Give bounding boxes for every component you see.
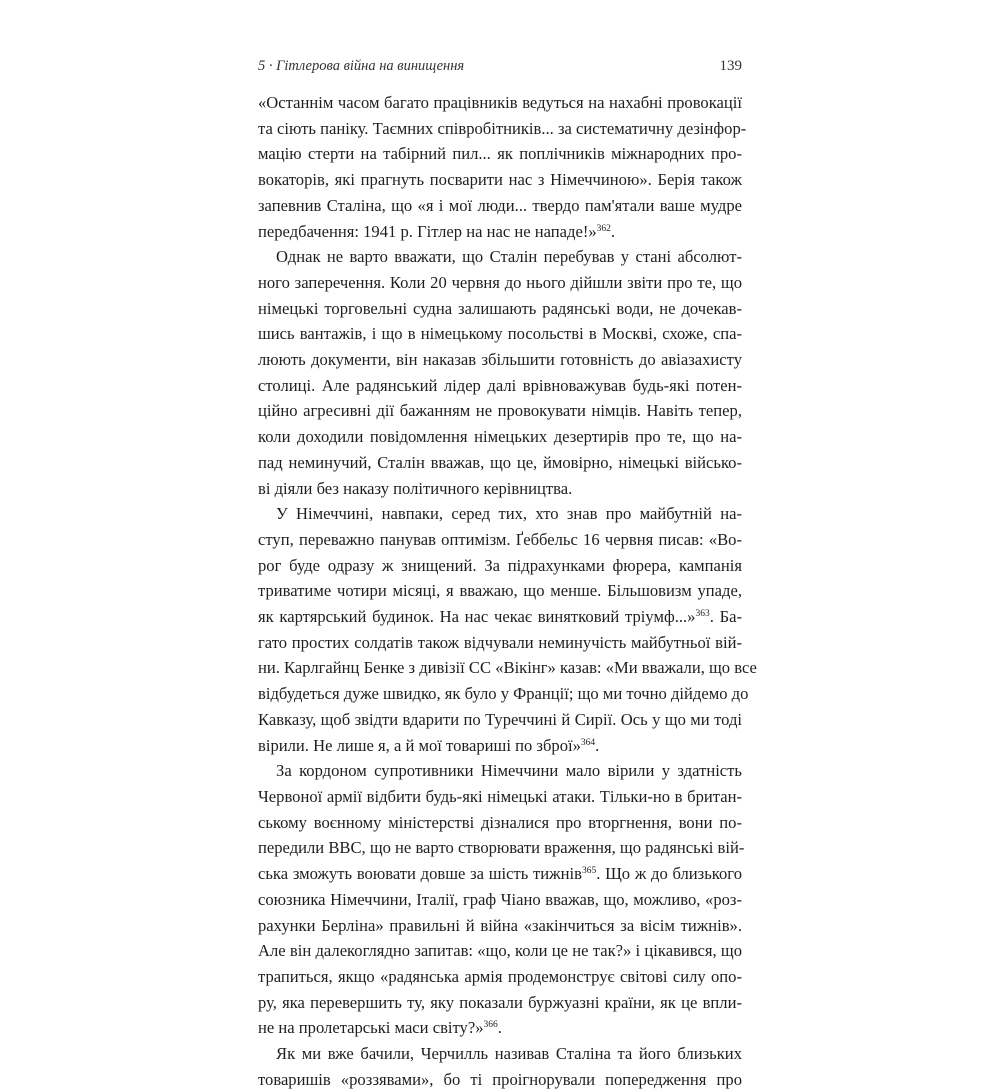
text-line: шись вантажів, і що в німецькому посольстві в Москві, схоже, спа-: [258, 324, 742, 344]
text-line: люють документи, він наказав збільшити готовність до авіазахисту: [258, 350, 742, 370]
running-head: [258, 58, 742, 75]
text-line: пад неминучий, Сталін вважав, що це, ймовірно, німецькі військо-: [258, 452, 742, 472]
footnote-ref: 364: [580, 737, 596, 748]
text-line: передили BBC, що не варто створювати враження, що радянські вій-: [258, 838, 745, 858]
footnote-ref: 365: [581, 866, 597, 877]
text-line: Червоної армії відбити будь-які німецькі атаки. Тільки-но в британ-: [258, 786, 742, 806]
text-line: та сіють паніку. Таємних співробітників... за систематичну дезінфор-: [258, 118, 747, 138]
text-line: трапиться, якщо «радянська армія продемонструє світові силу опо-: [258, 966, 742, 986]
text-line: Кавказу, щоб звідти вдарити по Туреччині й Сирії. Ось у що ми тоді: [258, 709, 742, 729]
text-line: запевнив Сталіна, що «я і мої люди... твердо пам'ятали ваше мудре: [258, 195, 742, 215]
text-line: «Останнім часом багато працівників ведуться на нахабні провокації: [258, 93, 742, 112]
text-line: коли доходили повідомлення німецьких дезертирів про те, що на-: [258, 427, 742, 447]
text-line: гато простих солдатів також відчували неминучість майбутньої вій-: [258, 632, 742, 652]
text-fragment: .: [595, 735, 600, 755]
text-line: німецькі торговельні судна залишають радянські води, не дочекав-: [258, 298, 742, 318]
paragraph-4: [258, 758, 745, 1041]
footnote-ref: 363: [695, 609, 710, 620]
body-text: [258, 90, 757, 1092]
text-fragment: вірили. Не лише я, а й мої товариші по зброї»: [258, 735, 581, 755]
text-line: вокаторів, які прагнуть посварити нас з Німеччиною». Берія також: [258, 170, 742, 190]
text-line: Однак не варто вважати, що Сталін перебував у стані абсолют-: [276, 247, 742, 267]
text-line: товаришів «роззявами», бо ті проігнорували попередження про: [258, 1069, 742, 1089]
chapter-heading: [258, 58, 464, 75]
text-fragment: ська зможуть воювати довше за шість тижнів: [258, 864, 582, 884]
paragraph-5: [258, 1041, 742, 1092]
text-line: Але він далекоглядно запитав: «що, коли це не так?» і цікавився, що: [258, 941, 742, 961]
text-fragment: не на пролетарські маси світу?»: [258, 1018, 484, 1038]
text-line: рахунки Берліна» правильні й війна «закінчиться за вісім тижнів».: [258, 915, 742, 935]
text-line: За кордоном супротивники Німеччини мало вірили у здатність: [276, 761, 742, 781]
text-line: мацію стерти на табірний пил... як поплічників міжнародних про-: [258, 144, 742, 164]
separator: ·: [268, 58, 273, 74]
text-fragment: як картярський будинок. На нас чекає винятковий тріумф...»: [258, 607, 696, 627]
text-fragment: передбачення: 1941 р. Гітлер на нас не нападе!»: [258, 221, 597, 241]
footnote-ref: 362: [596, 223, 611, 234]
text-line: ційно агресивні дії бажанням не провокувати німців. Навіть тепер,: [258, 401, 742, 421]
paragraph-3: [258, 501, 757, 758]
chapter-number: 5: [258, 58, 266, 74]
text-fragment: . Ба-: [709, 607, 742, 627]
text-fragment: .: [497, 1018, 502, 1038]
text-line: союзника Німеччини, Італії, граф Чіано вважав, що, можливо, «роз-: [258, 889, 742, 909]
text-line: Як ми вже бачили, Черчилль називав Сталіна та його близьких: [276, 1044, 742, 1064]
text-line: ступ, переважно панував оптимізм. Ґеббельс 16 червня писав: «Во-: [258, 529, 742, 549]
text-line: ни. Карлгайнц Бенке з дивізії СС «Вікінг» казав: «Ми вважали, що все: [258, 658, 757, 678]
text-line: [258, 604, 742, 630]
text-line: триватиме чотири місяці, я вважаю, що менше. Більшовизм упаде,: [258, 581, 742, 601]
text-line: [258, 1015, 742, 1041]
text-line: [258, 733, 742, 759]
text-line: ському воєнному міністерстві дізналися про вторгнення, вони по-: [258, 812, 742, 832]
chapter-title: Гітлерова війна на винищення: [276, 58, 465, 74]
text-fragment: .: [610, 221, 616, 241]
text-line: ру, яка перевершить ту, яку показали буржуазні країни, як це впли-: [258, 992, 742, 1012]
text-line: [258, 861, 742, 887]
footnote-ref: 366: [483, 1020, 498, 1031]
text-fragment: . Що ж до близького: [596, 864, 742, 884]
text-line: [258, 219, 742, 245]
text-line: столиці. Але радянський лідер далі врівноважував будь-які потен-: [258, 375, 742, 395]
page-number: 139: [719, 58, 742, 74]
text-line: ного заперечення. Коли 20 червня до нього дійшли звіти про те, що: [258, 272, 742, 292]
text-line: рог буде одразу ж знищений. За підрахунками фюрера, кампанія: [258, 555, 742, 575]
text-line: У Німеччині, навпаки, серед тих, хто знав про майбутній на-: [276, 504, 742, 524]
paragraph-1: [258, 90, 747, 244]
text-line: відбудеться дуже швидко, як було у Франції; що ми точно дійдемо до: [258, 684, 749, 704]
paragraph-2: [258, 244, 742, 501]
text-line: ві діяли без наказу політичного керівництва.: [258, 478, 573, 498]
